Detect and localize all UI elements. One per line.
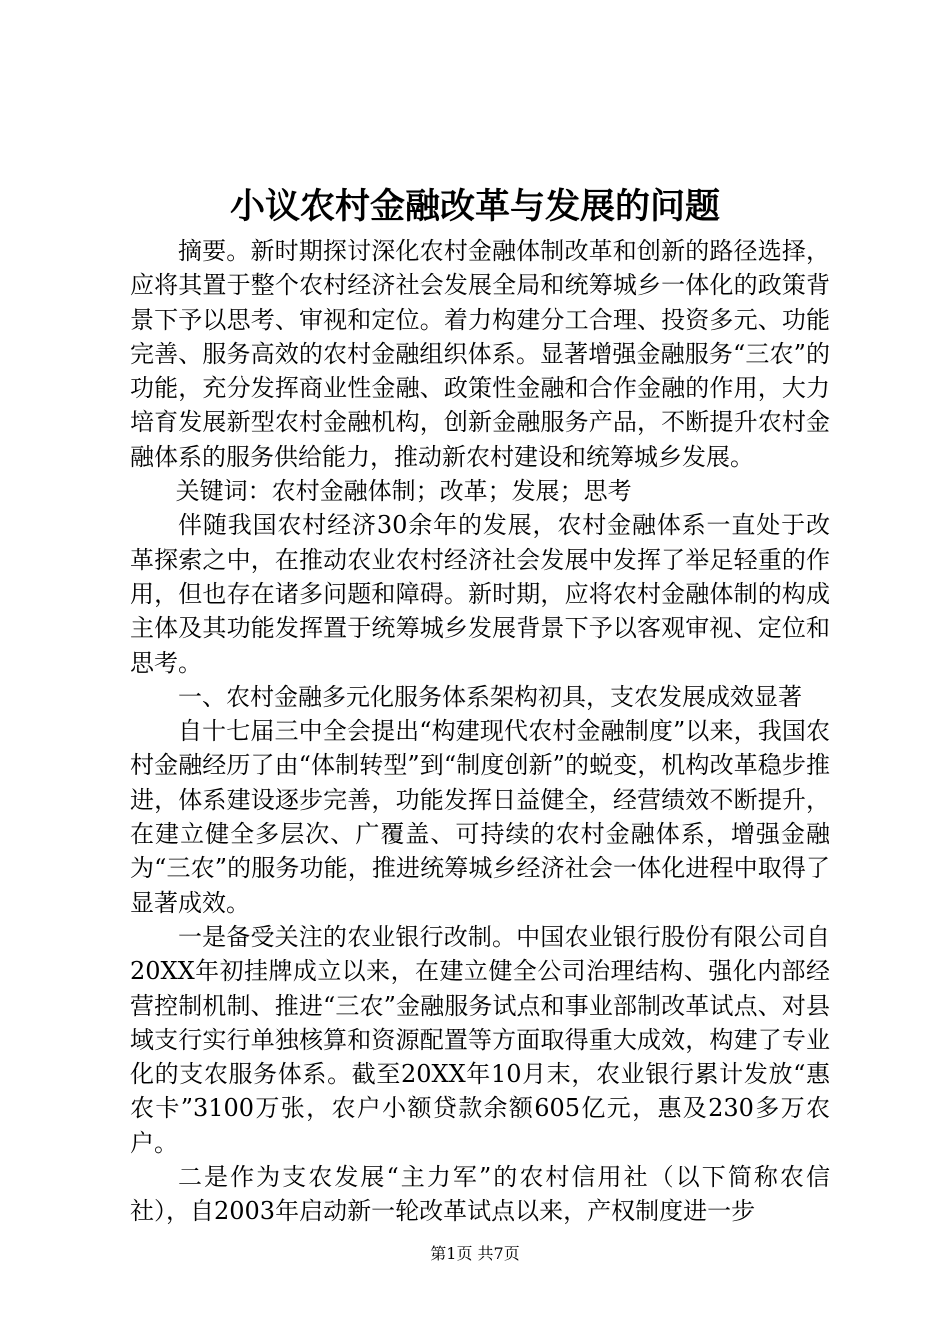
page-footer: 第1页 共7页: [430, 1244, 520, 1263]
abstract-paragraph: 摘要。新时期探讨深化农村金融体制改革和创新的路径选择，应将其置于整个农村经济社会发展全局和统筹城乡一体化的政策背景下予以思考、审视和定位。着力构建分工合理、投资多元、功能完善、服务高效的农村金融组织体系。显著增强金融服务“三农”的功能，充分发挥商业性金融、政策性金融和合作金融的作用，大力培育发展新型农村金融机构，创新金融服务产品，不断提升农村金融体系的服务供给能力，推动新农村建设和统筹城乡发展。: [130, 237, 830, 471]
keywords-paragraph: 关键词：农村金融体制；改革；发展；思考: [175, 477, 632, 506]
document-body: [130, 234, 830, 1229]
body-paragraph: 自十七届三中全会提出“构建现代农村金融制度”以来，我国农村金融经历了由“体制转型”到“制度创新”的蜕变，机构改革稳步推进，体系建设逐步完善，功能发挥日益健全，经营绩效不断提升，在建立健全多层次、广覆盖、可持续的农村金融体系，增强金融为“三农”的服务功能，推进统筹城乡经济社会一体化进程中取得了显著成效。: [130, 717, 830, 917]
body-paragraph: 二是作为支农发展“主力军”的农村信用社（以下简称农信社），自2003年启动新一轮改革试点以来，产权制度进一步: [130, 1163, 830, 1226]
body-paragraph: 一是备受关注的农业银行改制。中国农业银行股份有限公司自20XX年初挂牌成立以来，在建立健全公司治理结构、强化内部经营控制机制、推进“三农”金融服务试点和事业部制改革试点、对县域支行实行单独核算和资源配置等方面取得重大成效，构建了专业化的支农服务体系。截至20XX年10月末，农业银行累计发放“惠农卡”3100万张，农户小额贷款余额605亿元，惠及230多万农户。: [130, 922, 830, 1157]
document-title: 小议农村金融改革与发展的问题: [229, 186, 720, 227]
section-heading: 一、农村金融多元化服务体系架构初具，支农发展成效显著: [178, 682, 802, 711]
intro-paragraph: 伴随我国农村经济30余年的发展，农村金融体系一直处于改革探索之中，在推动农业农村经济社会发展中发挥了举足轻重的作用，但也存在诸多问题和障碍。新时期，应将农村金融体制的构成主体及其功能发挥置于统筹城乡发展背景下予以客观审视、定位和思考。: [130, 511, 830, 677]
